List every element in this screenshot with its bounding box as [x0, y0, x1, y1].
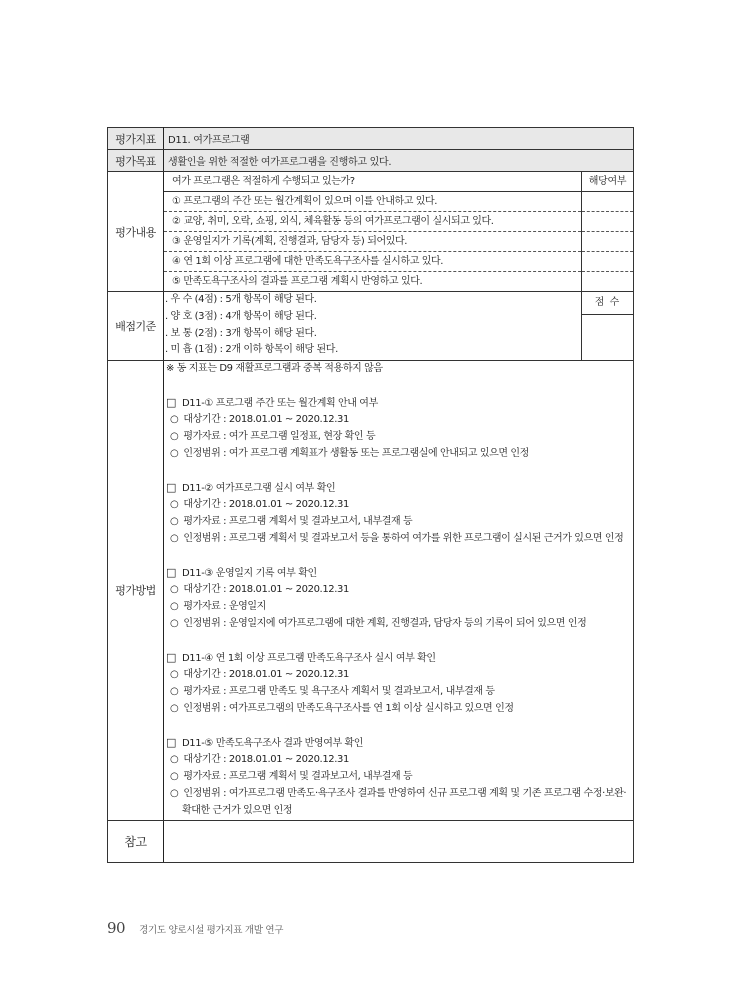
- bullet-glyph: ○: [170, 499, 179, 511]
- section-item: 인정범위 : 여가 프로그램 계획표가 생활동 또는 프로그램실에 안내되고 있으면 인정: [183, 447, 529, 459]
- section-item: 평가자료 : 운영일지: [183, 601, 266, 613]
- check-cell[interactable]: [582, 272, 633, 291]
- page-number: 90: [107, 919, 126, 937]
- section-item: 인정범위 : 운영일지에 여가프로그램에 대한 계획, 진행결과, 담당자 등의 기록이 되어 있으면 인정: [183, 617, 587, 629]
- bullet-glyph: ○: [170, 431, 179, 443]
- goal-value: 생활인을 위한 적절한 여가프로그램을 진행하고 있다.: [164, 150, 634, 172]
- bullet-glyph: ○: [170, 516, 179, 528]
- section-title: D11-⑤ 만족도욕구조사 결과 반영여부 확인: [182, 737, 364, 749]
- goal-row: [108, 150, 634, 172]
- score-header: 점 수: [582, 292, 633, 315]
- bullet-glyph: ○: [170, 787, 179, 799]
- content-item: ④ 연 1회 이상 프로그램에 대한 만족도욕구조사를 실시하고 있다.: [164, 252, 581, 272]
- method-note: ※ 동 지표는 D9 재활프로그램과 중복 적용하지 않음: [166, 363, 383, 374]
- section-item: 인정범위 : 여가프로그램의 만족도욕구조사를 연 1회 이상 실시하고 있으면 인정: [183, 702, 514, 714]
- checkbox-glyph: □: [166, 480, 176, 494]
- section-item: 인정범위 : 여가프로그램 만족도·욕구조사 결과를 반영하여 신규 프로그램 계획 및 기존 프로그램 수정·보완·확대한 근거가 있으면 인정: [182, 787, 627, 816]
- bullet-glyph: ○: [170, 532, 179, 544]
- scoring-label: 배점기준: [108, 292, 164, 361]
- check-cell[interactable]: [582, 232, 633, 252]
- section-item: 대상기간 : 2018.01.01 ~ 2020.12.31: [183, 414, 349, 426]
- section-item: 대상기간 : 2018.01.01 ~ 2020.12.31: [183, 584, 349, 596]
- indicator-value: D11. 여가프로그램: [164, 128, 634, 150]
- section-item: 평가자료 : 프로그램 만족도 및 욕구조사 계획서 및 결과보고서, 내부결재 등: [183, 686, 495, 698]
- bullet-glyph: ○: [170, 686, 179, 698]
- content-question: 여가 프로그램은 적절하게 수행되고 있는가?: [172, 176, 355, 187]
- section-title: D11-② 여가프로그램 실시 여부 확인: [182, 482, 336, 494]
- check-cell[interactable]: [582, 212, 633, 232]
- checkbox-glyph: □: [166, 650, 176, 664]
- scoring-line: . 양 호 (3점) : 4개 항목이 해당 된다.: [165, 310, 317, 322]
- section-title: D11-① 프로그램 주간 또는 월간계획 안내 여부: [182, 397, 378, 409]
- section-title: D11-④ 연 1회 이상 프로그램 만족도욕구조사 실시 여부 확인: [182, 652, 436, 664]
- scoring-line: . 보 통 (2점) : 3개 항목이 해당 된다.: [165, 327, 317, 339]
- bullet-glyph: ○: [170, 601, 179, 613]
- bullet-glyph: ○: [170, 414, 179, 426]
- scoring-line: . 우 수 (4점) : 5개 항목이 해당 된다.: [165, 294, 317, 305]
- section-item: 대상기간 : 2018.01.01 ~ 2020.12.31: [183, 669, 349, 681]
- check-cell[interactable]: [582, 252, 633, 272]
- section-item: 대상기간 : 2018.01.01 ~ 2020.12.31: [183, 499, 349, 511]
- reference-row: [108, 820, 634, 862]
- indicator-row: [108, 128, 634, 150]
- bullet-glyph: ○: [170, 617, 179, 629]
- bullet-glyph: ○: [170, 669, 179, 681]
- method-row: [108, 361, 634, 821]
- checkbox-glyph: □: [166, 395, 176, 409]
- content-row: [108, 172, 634, 292]
- section-item: 대상기간 : 2018.01.01 ~ 2020.12.31: [183, 754, 349, 766]
- indicator-label: 평가지표: [108, 128, 164, 150]
- checkbox-glyph: □: [166, 565, 176, 579]
- reference-label: 참고: [108, 820, 164, 862]
- content-label: 평가내용: [108, 172, 164, 292]
- section-item: 인정범위 : 프로그램 계획서 및 결과보고서 등을 통하여 여가를 위한 프로그램이 실시된 근거가 있으면 인정: [183, 532, 624, 544]
- content-item: ① 프로그램의 주간 또는 월간계획이 있으며 이를 안내하고 있다.: [164, 191, 581, 212]
- scoring-row: [108, 292, 634, 361]
- content-item: ② 교양, 취미, 오락, 쇼핑, 외식, 체육활동 등의 여가프로그램이 실시되고 있다.: [164, 212, 581, 232]
- section-item: 평가자료 : 여가 프로그램 일정표, 현장 확인 등: [183, 431, 376, 443]
- reference-cell: [164, 820, 634, 862]
- bullet-glyph: ○: [170, 771, 179, 783]
- bullet-glyph: ○: [170, 702, 179, 714]
- section-item: 평가자료 : 프로그램 계획서 및 결과보고서, 내부결재 등: [183, 516, 413, 528]
- content-item: ⑤ 만족도욕구조사의 결과를 프로그램 계획시 반영하고 있다.: [172, 276, 423, 287]
- footer-title: 경기도 양로시설 평가지표 개발 연구: [139, 925, 284, 936]
- method-label: 평가방법: [108, 361, 164, 821]
- evaluation-table: [107, 127, 634, 863]
- method-cell: [164, 361, 634, 821]
- scoring-cell: [164, 292, 634, 361]
- content-cell: [164, 172, 634, 292]
- bullet-glyph: ○: [170, 584, 179, 596]
- bullet-glyph: ○: [170, 754, 179, 766]
- page-footer: [107, 919, 283, 937]
- checkbox-glyph: □: [166, 735, 176, 749]
- content-item: ③ 운영일지가 기록(계획, 진행결과, 담당자 등) 되어있다.: [164, 232, 581, 252]
- score-input-cell[interactable]: [582, 315, 633, 360]
- section-item: 평가자료 : 프로그램 계획서 및 결과보고서, 내부결재 등: [183, 771, 413, 783]
- scoring-line: . 미 흡 (1점) : 2개 이하 항목이 해당 된다.: [165, 344, 338, 356]
- check-header: 해당여부: [588, 176, 627, 187]
- section-title: D11-③ 운영일지 기록 여부 확인: [182, 567, 317, 579]
- goal-label: 평가목표: [108, 150, 164, 172]
- bullet-glyph: ○: [170, 447, 179, 459]
- check-cell[interactable]: [582, 191, 633, 212]
